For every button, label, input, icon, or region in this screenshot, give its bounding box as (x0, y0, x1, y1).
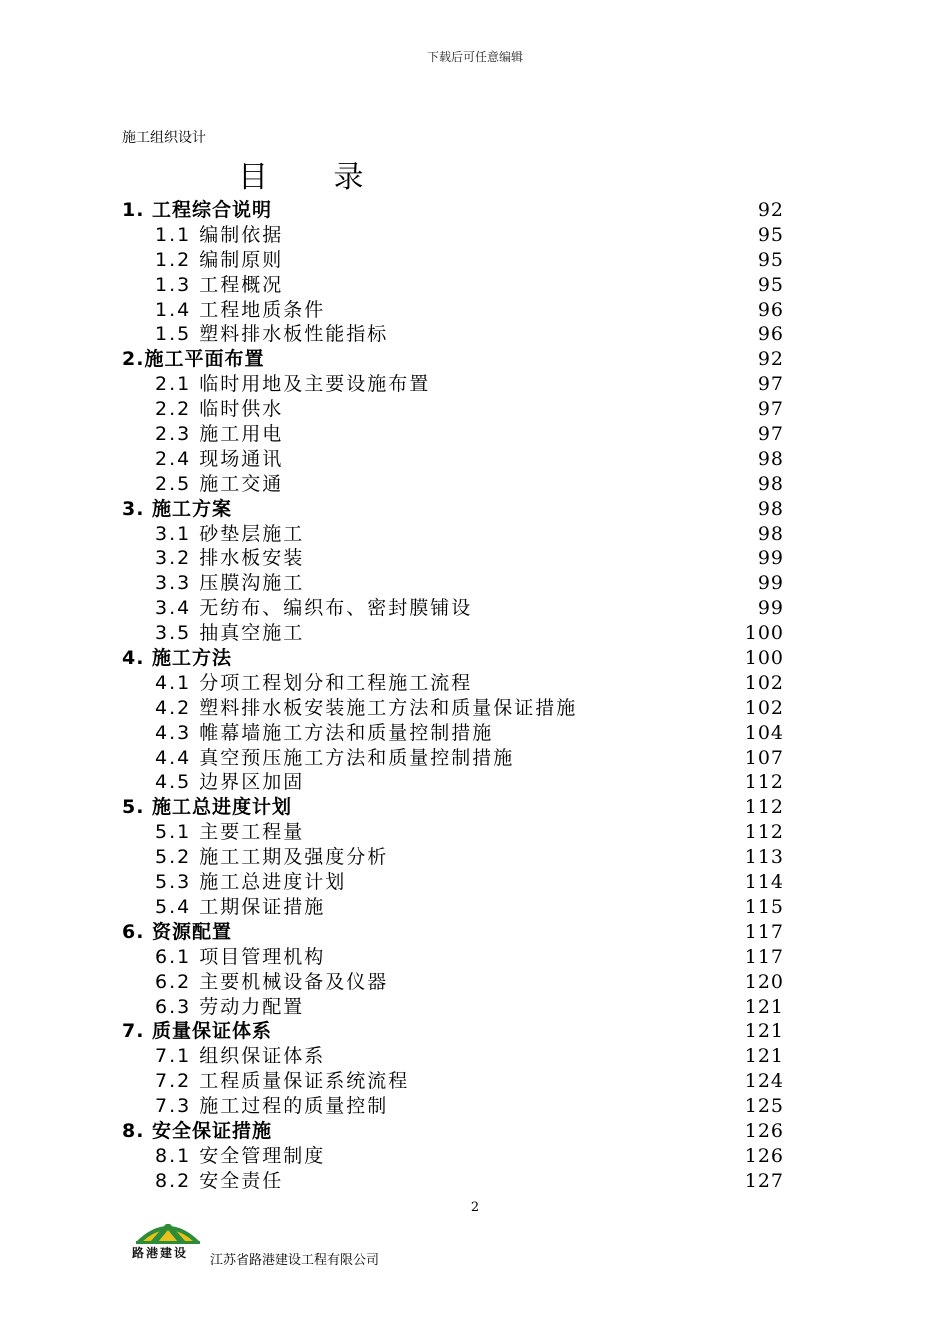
toc-entry-page: 104 (744, 721, 784, 744)
toc-entry-page: 97 (757, 373, 784, 396)
logo-text: 路港建设 (132, 1246, 189, 1260)
toc-entry-label: 1.1 编制依据 (155, 223, 284, 246)
toc-entry-label: 5.2 施工工期及强度分析 (155, 846, 389, 869)
toc-entry-label: 1.4 工程地质条件 (155, 298, 326, 321)
toc-entry-page: 126 (744, 1119, 784, 1142)
toc-entry-label: 2.2 临时供水 (155, 398, 284, 421)
toc-entry-label: 7.3 施工过程的质量控制 (155, 1095, 389, 1118)
toc-section-row[interactable] (122, 870, 784, 895)
toc-section-row[interactable] (122, 746, 784, 771)
toc-entry-page: 102 (744, 696, 784, 719)
toc-chapter-row[interactable] (122, 920, 784, 945)
page-number: 2 (470, 1200, 480, 1215)
toc-entry-page: 95 (757, 273, 784, 296)
toc-section-row[interactable] (122, 970, 784, 995)
toc-entry-page: 112 (744, 821, 784, 844)
toc-chapter-row[interactable] (122, 646, 784, 671)
toc-section-row[interactable] (122, 1094, 784, 1119)
toc-entry-label: 2.5 施工交通 (155, 472, 284, 495)
toc-entry-label: 3.5 抽真空施工 (155, 622, 305, 645)
toc-entry-page: 98 (757, 472, 784, 495)
toc-section-row[interactable] (122, 522, 784, 547)
toc-entry-label: 4.3 帷幕墙施工方法和质量控制措施 (155, 721, 494, 744)
toc-entry-page: 125 (744, 1095, 784, 1118)
toc-entry-page: 100 (744, 622, 784, 645)
toc-entry-page: 97 (757, 423, 784, 446)
toc-section-row[interactable] (122, 447, 784, 472)
toc-entry-label: 2.4 现场通讯 (155, 447, 284, 470)
toc-entry-page: 98 (757, 522, 784, 545)
toc-entry-page: 92 (757, 199, 784, 221)
toc-entry-label: 3.1 砂垫层施工 (155, 522, 305, 545)
toc-section-row[interactable] (122, 895, 784, 920)
toc-entry-label: 2.1 临时用地及主要设施布置 (155, 373, 431, 396)
toc-entry-page: 98 (757, 447, 784, 470)
toc-entry-label: 1.5 塑料排水板性能指标 (155, 323, 389, 346)
toc-entry-label: 3.4 无纺布、编织布、密封膜铺设 (155, 597, 473, 620)
toc-section-row[interactable] (122, 571, 784, 596)
toc-section-row[interactable] (122, 770, 784, 795)
toc-entry-label: 1.3 工程概况 (155, 273, 284, 296)
toc-section-row[interactable] (122, 1144, 784, 1169)
toc-entry-page: 95 (757, 223, 784, 246)
toc-entry-label: 4. 施工方法 (122, 647, 233, 670)
toc-entry-label: 6.3 劳动力配置 (155, 995, 305, 1018)
toc-entry-label: 4.5 边界区加固 (155, 771, 305, 794)
logo-emblem-icon (128, 1216, 208, 1246)
toc-entry-label: 4.4 真空预压施工方法和质量控制措施 (155, 746, 515, 769)
toc-section-row[interactable] (122, 422, 784, 447)
toc-section-row[interactable] (122, 596, 784, 621)
toc-entry-page: 112 (744, 771, 784, 794)
toc-entry-page: 114 (744, 871, 784, 894)
toc-section-row[interactable] (122, 273, 784, 298)
toc-section-row[interactable] (122, 298, 784, 323)
toc-entry-label: 6.1 项目管理机构 (155, 945, 326, 968)
toc-entry-label: 7.2 工程质量保证系统流程 (155, 1070, 410, 1093)
toc-entry-label: 5.4 工期保证措施 (155, 895, 326, 918)
header-note: 下载后可任意编辑 (426, 50, 523, 64)
toc-title: 目 录 (238, 160, 392, 195)
toc-entry-page: 120 (744, 970, 784, 993)
toc-entry-page: 102 (744, 671, 784, 694)
toc-entry-label: 6.2 主要机械设备及仪器 (155, 970, 389, 993)
toc-section-row[interactable] (122, 1069, 784, 1094)
toc-section-row[interactable] (122, 1044, 784, 1069)
toc-section-row[interactable] (122, 322, 784, 347)
toc-entry-page: 126 (744, 1144, 784, 1167)
toc-entry-label: 2.3 施工用电 (155, 423, 284, 446)
toc-chapter-row[interactable] (122, 1119, 784, 1144)
toc-entry-page: 95 (757, 248, 784, 271)
toc-entry-label: 7.1 组织保证体系 (155, 1045, 326, 1068)
toc-entry-page: 112 (744, 796, 784, 819)
toc-section-row[interactable] (122, 546, 784, 571)
toc-section-row[interactable] (122, 223, 784, 248)
toc-entry-page: 113 (744, 846, 784, 869)
toc-entry-page: 99 (757, 597, 784, 620)
toc-chapter-row[interactable] (122, 795, 784, 820)
toc-entry-label: 3.3 压膜沟施工 (155, 572, 305, 595)
toc-entry-page: 117 (744, 945, 784, 968)
company-name: 江苏省路港建设工程有限公司 (210, 1253, 380, 1268)
toc-entry-page: 127 (744, 1169, 784, 1192)
toc-entry-page: 115 (744, 895, 784, 918)
toc-entry-page: 121 (744, 1045, 784, 1068)
toc-entry-label: 3.2 排水板安装 (155, 547, 305, 570)
toc-section-row[interactable] (122, 696, 784, 721)
toc-entry-page: 97 (757, 398, 784, 421)
toc-section-row[interactable] (122, 1169, 784, 1194)
toc-entry-label: 8. 安全保证措施 (122, 1119, 273, 1142)
toc-entry-label: 6. 资源配置 (122, 920, 233, 943)
toc-section-row[interactable] (122, 671, 784, 696)
toc-section-row[interactable] (122, 472, 784, 497)
toc-entry-page: 92 (757, 348, 784, 371)
toc-entry-label: 2.施工平面布置 (122, 348, 265, 371)
toc-entry-label: 1.2 编制原则 (155, 248, 284, 271)
toc-section-row[interactable] (122, 945, 784, 970)
document-label: 施工组织设计 (122, 130, 206, 146)
toc-entry-label: 5.1 主要工程量 (155, 821, 305, 844)
toc-entry-label: 8.2 安全责任 (155, 1169, 284, 1192)
toc-section-row[interactable] (122, 621, 784, 646)
toc-entry-page: 121 (744, 1020, 784, 1043)
toc-entry-page: 99 (757, 547, 784, 570)
toc-entry-page: 124 (744, 1070, 784, 1093)
toc-entry-page: 100 (744, 647, 784, 670)
toc-chapter-row[interactable] (122, 1019, 784, 1044)
toc-chapter-row[interactable] (122, 198, 784, 223)
toc-section-row[interactable] (122, 397, 784, 422)
toc-entry-label: 4.1 分项工程划分和工程施工流程 (155, 671, 473, 694)
toc-entry-label: 8.1 安全管理制度 (155, 1144, 326, 1167)
toc-section-row[interactable] (122, 721, 784, 746)
toc-entry-label: 7. 质量保证体系 (122, 1020, 273, 1043)
toc-entry-label: 5.3 施工总进度计划 (155, 871, 347, 894)
toc-entry-page: 107 (744, 746, 784, 769)
toc-chapter-row[interactable] (122, 497, 784, 522)
toc-section-row[interactable] (122, 845, 784, 870)
toc-section-row[interactable] (122, 248, 784, 273)
toc-entry-page: 96 (757, 298, 784, 321)
toc-entry-label: 1. 工程综合说明 (122, 199, 273, 221)
toc-entry-label: 3. 施工方案 (122, 497, 233, 520)
toc-section-row[interactable] (122, 820, 784, 845)
toc-entry-page: 99 (757, 572, 784, 595)
toc-entry-page: 98 (757, 497, 784, 520)
toc-chapter-row[interactable] (122, 347, 784, 372)
toc-entry-label: 4.2 塑料排水板安装施工方法和质量保证措施 (155, 696, 578, 719)
toc-section-row[interactable] (122, 995, 784, 1020)
company-logo (128, 1216, 208, 1262)
table-of-contents (122, 198, 784, 1194)
toc-entry-label: 5. 施工总进度计划 (122, 796, 293, 819)
toc-section-row[interactable] (122, 372, 784, 397)
toc-entry-page: 117 (744, 920, 784, 943)
toc-entry-page: 121 (744, 995, 784, 1018)
toc-entry-page: 96 (757, 323, 784, 346)
